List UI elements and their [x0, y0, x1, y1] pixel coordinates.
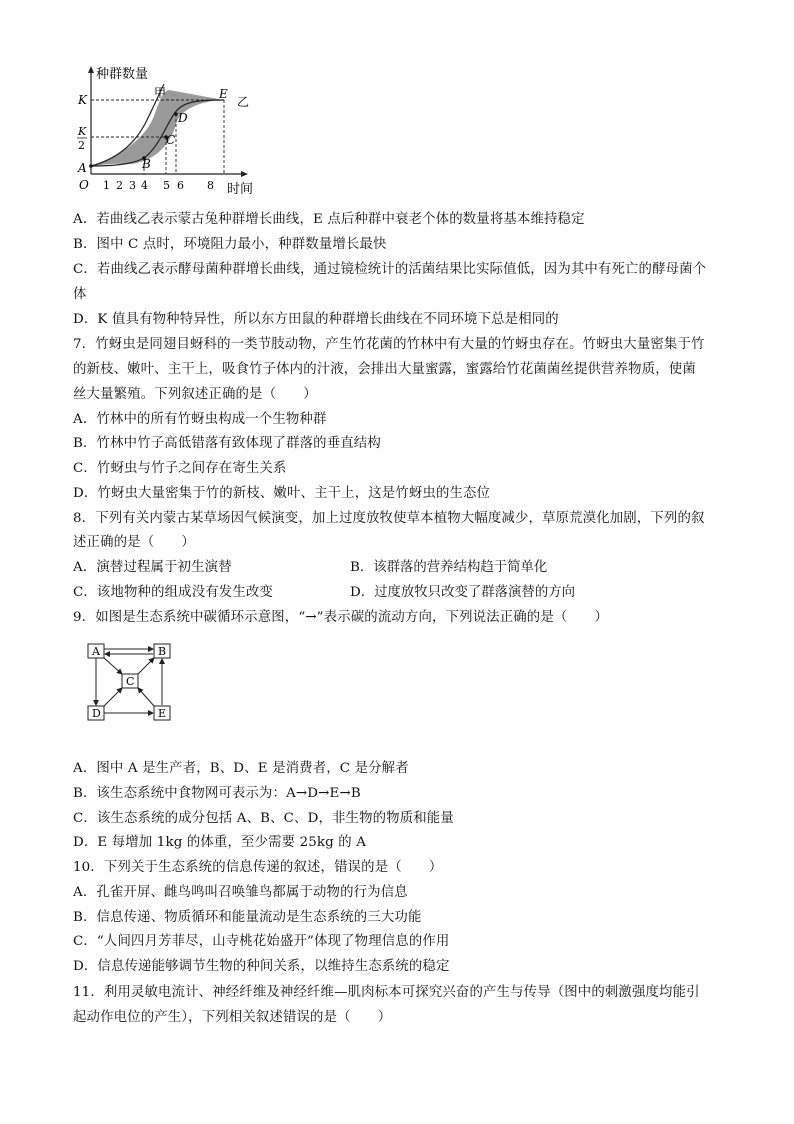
q8-option-a: A．演替过程属于初生演替 — [73, 560, 232, 575]
q6-option-b: B．图中 C 点时，环境阻力最小，种群数量增长最快 — [73, 237, 387, 252]
q8-stem-2: 述正确的是（ ） — [73, 535, 195, 550]
svg-text:A: A — [78, 161, 87, 175]
q9-option-c: C．该生态系统的成分包括 A、B、C、D，非生物的物质和能量 — [73, 811, 454, 826]
svg-text:1: 1 — [103, 179, 110, 192]
svg-text:8: 8 — [207, 179, 214, 192]
y-axis-label: 种群数量 — [96, 67, 149, 82]
q7-stem-3: 丝大量繁殖。下列叙述正确的是（ ） — [73, 387, 317, 402]
population-growth-figure — [74, 62, 264, 202]
q8-option-b: B．该群落的营养结构趋于简单化 — [350, 560, 548, 575]
svg-text:3: 3 — [129, 179, 136, 192]
q10-option-d: D．信息传递能够调节生物的种间关系，以维持生态系统的稳定 — [73, 959, 450, 974]
q7-option-a: A．竹林中的所有竹蚜虫构成一个生物种群 — [73, 412, 327, 427]
q11-stem-2: 起动作电位的产生），下列相关叙述错误的是（ ） — [73, 1010, 392, 1025]
q8-option-c: C．该地物种的组成没有发生改变 — [73, 585, 273, 600]
node-e: E — [158, 707, 167, 720]
svg-text:K: K — [78, 125, 87, 138]
q10-stem: 10．下列关于生态系统的信息传递的叙述，错误的是（ ） — [73, 860, 443, 875]
q9-option-d: D．E 每增加 1kg 的体重，至少需要 25kg 的 A — [73, 835, 367, 850]
svg-text:B: B — [142, 157, 151, 171]
curve-jia-label: 甲 — [154, 86, 167, 100]
node-d: D — [92, 707, 101, 720]
node-b: B — [158, 645, 167, 658]
svg-text:E: E — [219, 87, 228, 101]
curve-yi-label: 乙 — [237, 95, 250, 109]
shaded-region — [91, 90, 224, 166]
q7-option-d: D．竹蚜虫大量密集于竹的新枝、嫩叶、主干上，这是竹蚜虫的生态位 — [73, 486, 491, 501]
q9-stem: 9．如图是生态系统中碳循环示意图，“→”表示碳的流动方向，下列说法正确的是（ ） — [73, 610, 609, 625]
q9-option-a: A．图中 A 是生产者，B、D、E 是消费者，C 是分解者 — [73, 761, 409, 776]
q6-option-d: D．K 值具有物种特异性，所以东方田鼠的种群增长曲线在不同环境下总是相同的 — [73, 312, 559, 327]
svg-text:4: 4 — [141, 179, 148, 192]
svg-text:D: D — [178, 111, 188, 125]
q10-option-a: A．孔雀开屏、雌鸟鸣叫召唤雏鸟都属于动物的行为信息 — [73, 885, 408, 900]
q10-option-b: B．信息传递、物质循环和能量流动是生态系统的三大功能 — [73, 910, 422, 925]
svg-text:C: C — [166, 133, 176, 147]
q8-option-d: D．过度放牧只改变了群落演替的方向 — [350, 585, 575, 600]
q7-option-c: C．竹蚜虫与竹子之间存在寄生关系 — [73, 461, 287, 476]
q6-option-a: A．若曲线乙表示蒙古兔种群增长曲线，E 点后种群中衰老个体的数量将基本维持稳定 — [73, 212, 585, 227]
carbon-cycle-diagram — [84, 640, 184, 726]
node-a: A — [92, 645, 100, 658]
q7-option-b: B．竹林中竹子高低错落有致体现了群落的垂直结构 — [73, 436, 381, 451]
q9-option-b: B．该生态系统中食物网可表示为：A→D→E→B — [73, 786, 361, 801]
svg-text:2: 2 — [116, 179, 123, 192]
q8-stem-1: 8．下列有关内蒙古某草场因气候演变，加上过度放牧使草本植物大幅度减少，草原荒漠化加剧，下列的叙 — [73, 511, 705, 526]
q10-option-c: C．“人间四月芳菲尽，山寺桃花始盛开”体现了物理信息的作用 — [73, 934, 450, 949]
svg-text:K: K — [78, 93, 87, 107]
svg-text:6: 6 — [177, 179, 184, 192]
svg-text:5: 5 — [163, 179, 170, 192]
svg-text:O: O — [79, 178, 89, 192]
x-axis-label: 时间 — [227, 182, 254, 197]
q7-stem-2: 的新枝、嫩叶、主干上，吸食竹子体内的汁液，会排出大量蜜露，蜜露给竹花菌菌丝提供营养物质，使菌 — [73, 362, 696, 377]
node-c: C — [126, 675, 135, 688]
q11-stem-1: 11．利用灵敏电流计、神经纤维及神经纤维—肌肉标本可探究兴奋的产生与传导（图中的刺激强度均能引 — [73, 985, 700, 1000]
svg-text:2: 2 — [78, 139, 85, 152]
q6-option-c: C．若曲线乙表示酵母菌种群增长曲线，通过镜检统计的活菌结果比实际值低，因为其中有死亡的酵母菌个 — [73, 262, 707, 277]
q6-option-c-cont: 体 — [73, 287, 87, 302]
q7-stem-1: 7．竹蚜虫是同翅目蚜科的一类节肢动物，产生竹花菌的竹林中有大量的竹蚜虫存在。竹蚜虫大量密集于竹 — [73, 337, 705, 352]
